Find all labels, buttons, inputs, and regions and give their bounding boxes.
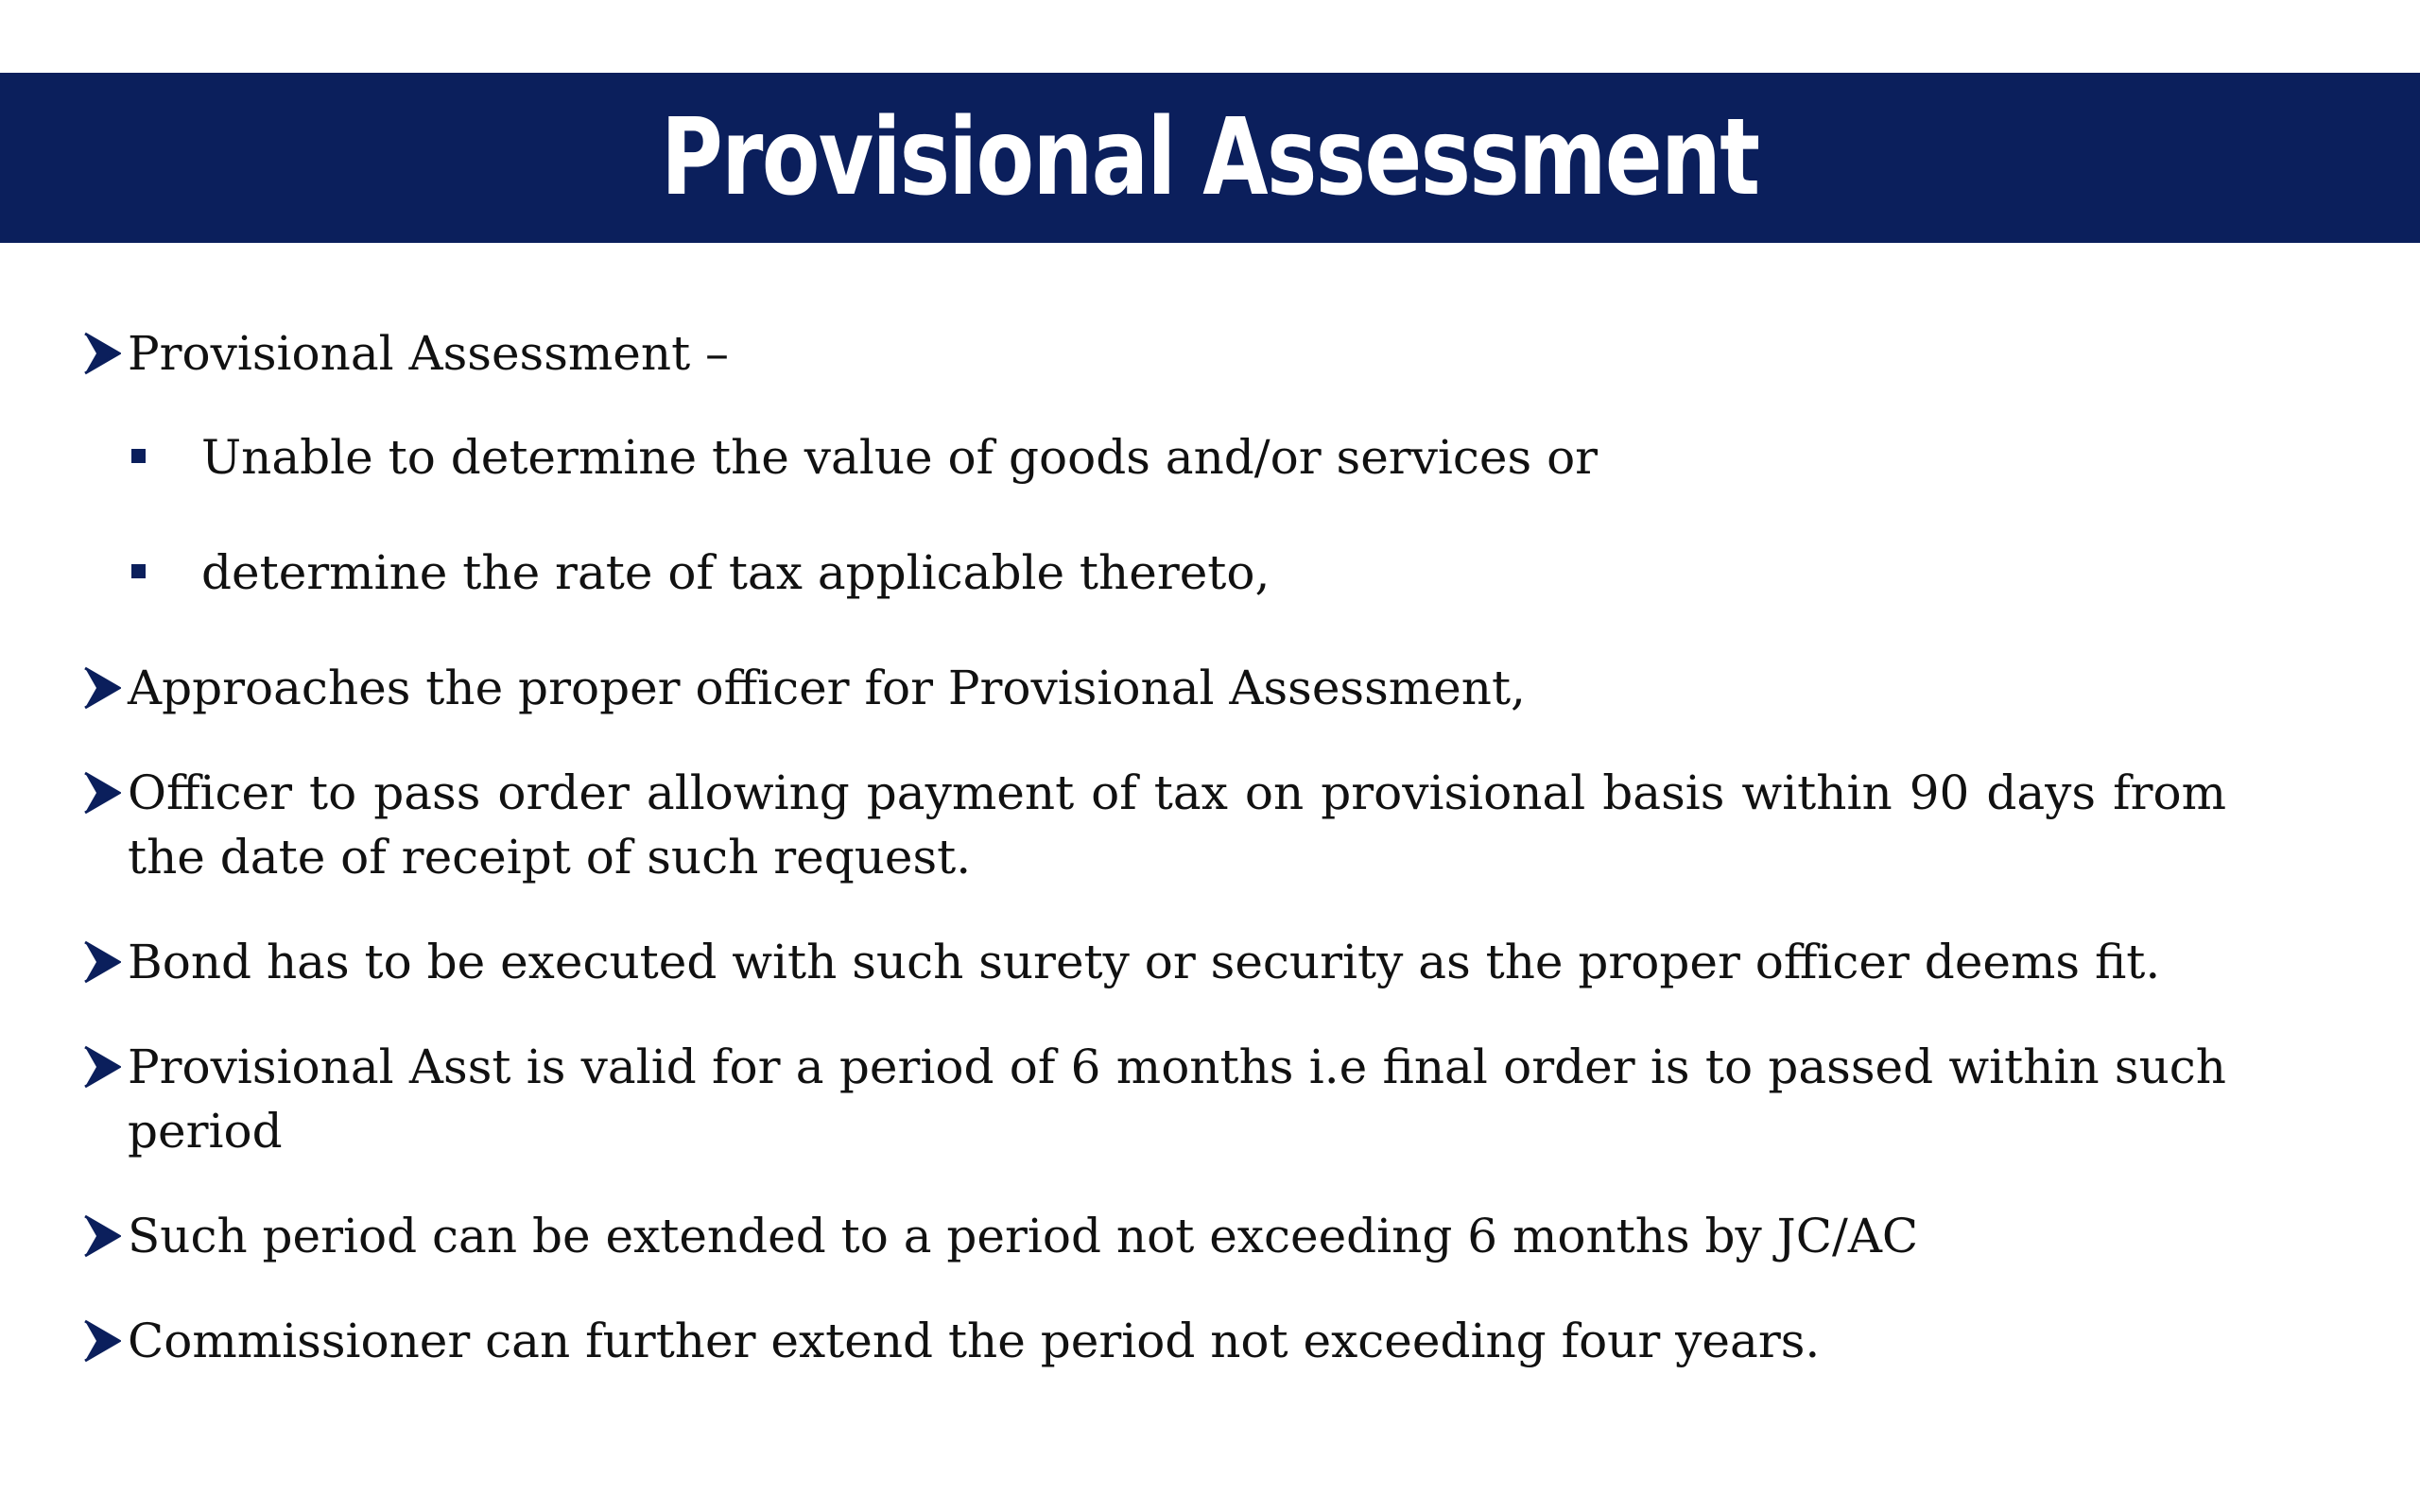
bullet-text: Provisional Assessment – (128, 326, 730, 381)
arrow-bullet-icon (83, 666, 121, 710)
square-bullet-icon (131, 449, 146, 463)
arrow-bullet-icon (83, 1045, 121, 1089)
arrow-bullet-icon (83, 1319, 121, 1363)
arrow-bullet-icon (83, 1214, 121, 1258)
sub-bullet-text: determine the rate of tax applicable thereto, (201, 545, 1270, 600)
slide-title: Provisional Assessment (661, 96, 1759, 219)
bullet-text: Commissioner can further extend the period not exceeding four years. (128, 1314, 1821, 1368)
arrow-bullet-icon (83, 940, 121, 984)
bullet-text: Provisional Asst is valid for a period of 6 months i.e final order is to passed within such period (128, 1040, 2226, 1159)
square-bullet-icon (131, 564, 146, 578)
bullet-text: Such period can be extended to a period not exceeding 6 months by JC/AC (128, 1209, 1919, 1263)
arrow-bullet-icon (83, 771, 121, 815)
bullet-text: Bond has to be executed with such surety or security as the proper officer deems fit. (128, 935, 2161, 989)
arrow-bullet-icon (83, 332, 121, 375)
sub-bullet-text: Unable to determine the value of goods and/or services or (201, 430, 1599, 485)
bullet-text: Officer to pass order allowing payment of tax on provisional basis within 90 days from the date of receipt of such request. (128, 765, 2226, 885)
bullet-text: Approaches the proper officer for Provisional Assessment, (128, 661, 1526, 715)
